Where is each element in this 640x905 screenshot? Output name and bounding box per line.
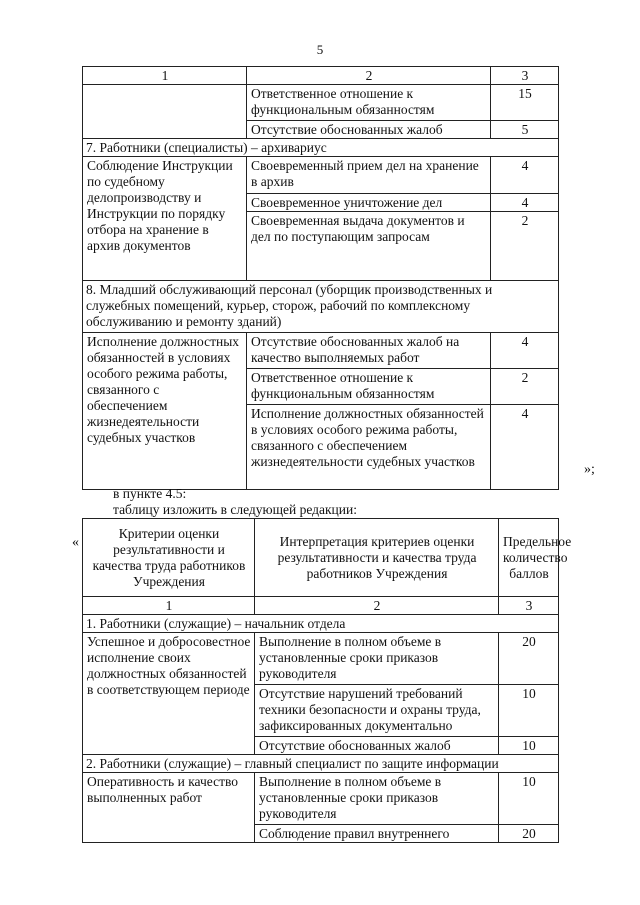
- criteria-table-new: [82, 518, 572, 843]
- points-value: 4: [491, 405, 559, 490]
- points-value: 4: [491, 333, 559, 369]
- indicator-text: Отсутствие обоснованных жалоб: [247, 121, 491, 139]
- indicator-text: Выполнение в полном объеме в установленные сроки приказов руководителя: [255, 773, 499, 825]
- points-value: 20: [499, 633, 559, 685]
- criterion-text: Успешное и добросовестное исполнение своих должностных обязанностей в соответствующем периоде: [83, 633, 255, 755]
- section-title: 1. Работники (служащие) – начальник отдела: [83, 615, 559, 633]
- header-interpretation: Интерпретация критериев оценки результативности и качества труда работников Учреждения: [255, 519, 499, 597]
- points-value: 15: [491, 85, 559, 121]
- points-value: 10: [499, 685, 559, 737]
- header-max-points: Предельное количество баллов: [499, 519, 559, 597]
- criteria-table-continued: [82, 66, 559, 490]
- header-criteria: Критерии оценки результативности и качества труда работников Учреждения: [83, 519, 255, 597]
- paragraph-line: таблицу изложить в следующей редакции:: [113, 502, 357, 517]
- criterion-text: Оперативность и качество выполненных работ: [83, 773, 255, 843]
- criterion-text: Соблюдение Инструкции по судебному делопроизводству и Инструкции по порядку отбора на хранение в архив документов: [83, 157, 247, 281]
- points-value: 20: [499, 825, 559, 843]
- indicator-text: Своевременное уничтожение дел: [247, 194, 491, 212]
- section-title: 7. Работники (специалисты) – архивариус: [83, 139, 559, 157]
- indicator-text: Исполнение должностных обязанностей в условиях особого режима работы, связанного с обеспечением жизнедеятельности судебных участков: [247, 405, 491, 490]
- col-number-3: 3: [491, 67, 559, 85]
- indicator-text: Своевременный прием дел на хранение в архив: [247, 157, 491, 194]
- indicator-text: Отсутствие нарушений требований техники безопасности и охраны труда, зафиксированных документально: [255, 685, 499, 737]
- page-number: 5: [316, 42, 324, 57]
- indicator-text: Выполнение в полном объеме в установленные сроки приказов руководителя: [255, 633, 499, 685]
- col-number-1: 1: [83, 597, 255, 615]
- indicator-text: Отсутствие обоснованных жалоб на качество выполняемых работ: [247, 333, 491, 369]
- empty-criterion-cell: [83, 85, 247, 139]
- opening-quote: «: [72, 535, 79, 550]
- section-title: 8. Младший обслуживающий персонал (уборщик производственных и служебных помещений, курьер, сторож, рабочий по комплексному обслуживанию и ремонту зданий): [83, 281, 559, 333]
- col-number-3: 3: [499, 597, 559, 615]
- points-value: 5: [491, 121, 559, 139]
- closing-quote: »;: [584, 462, 595, 477]
- indicator-text: Своевременная выдача документов и дел по поступающим запросам: [247, 212, 491, 281]
- paragraph-line: в пункте 4.5:: [113, 486, 187, 501]
- col-number-2: 2: [255, 597, 499, 615]
- points-value: 2: [491, 212, 559, 281]
- col-number-1: 1: [83, 67, 247, 85]
- points-value: 2: [491, 369, 559, 405]
- criterion-text: Исполнение должностных обязанностей в условиях особого режима работы, связанного с обеспечением жизнедеятельности судебных участков: [83, 333, 247, 490]
- col-number-2: 2: [247, 67, 491, 85]
- points-value: 10: [499, 773, 559, 825]
- indicator-text: Ответственное отношение к функциональным обязанностям: [247, 85, 491, 121]
- indicator-text: Ответственное отношение к функциональным обязанностям: [247, 369, 491, 405]
- points-value: 4: [491, 194, 559, 212]
- points-value: 10: [499, 737, 559, 755]
- section-title: 2. Работники (служащие) – главный специалист по защите информации: [83, 755, 559, 773]
- indicator-text: Отсутствие обоснованных жалоб: [255, 737, 499, 755]
- points-value: 4: [491, 157, 559, 194]
- indicator-text: Соблюдение правил внутреннего: [255, 825, 499, 843]
